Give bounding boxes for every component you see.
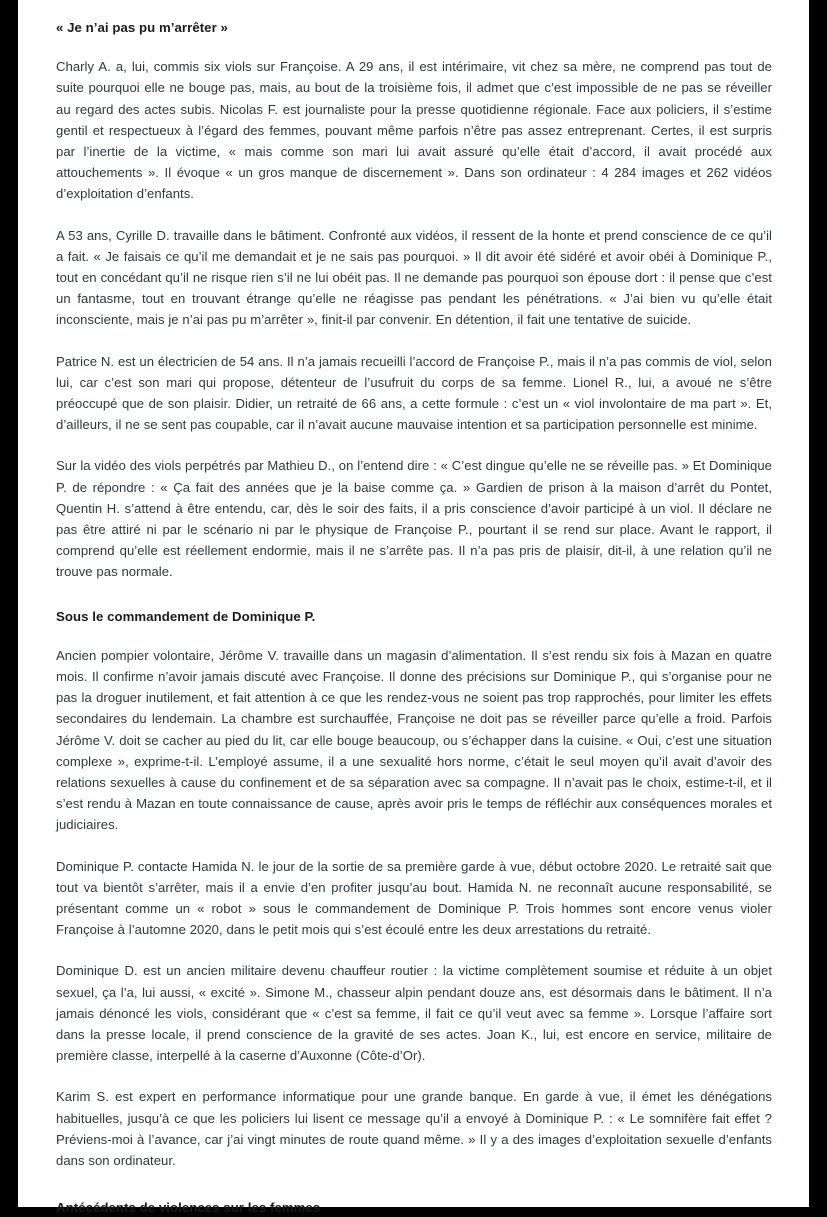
section-heading-je-nai-pas-pu-marreter: « Je n’ai pas pu m’arrêter »	[56, 20, 228, 35]
section-heading-sous-le-commandement: Sous le commandement de Dominique P.	[56, 608, 316, 624]
paragraph-cyrille: A 53 ans, Cyrille D. travaille dans le bâtiment. Confronté aux vidéos, il ressent de la honte et prend conscience de ce qu’il a fait. « Je faisais ce qu’il me demandait et je ne sais pas pourquoi. » Il dit avoir été sidéré et avoir obéi à Dominique P., tout en concédant qu’il ne risque rien s’il ne lui obéit pas. Il ne demande pas pourquoi son épouse dort : il pense que c’est un fantasme, tout en trouvant étrange qu’elle ne réagisse pas pendant les pénétrations. « J’ai bien vu qu’elle était inconsciente, mais je n’ai pas pu m’arrêter », finit-il par convenir. En détention, il fait une tentative de suicide.	[56, 227, 772, 328]
paragraph-dominique-d-simone-joan: Dominique D. est un ancien militaire devenu chauffeur routier : la victime complètement soumise et réduite à un objet sexuel, ça l’a, lui aussi, « excité ». Simone M., chasseur alpin pendant douze ans, est désormais dans le bâtiment. Il n’a jamais dénoncé les viols, considérant que « c’est sa femme, il fait ce qu’il veut avec sa femme ». Lorsque l’affaire sort dans la presse locale, il prend conscience de la gravité de ses actes. Joan K., lui, est encore en service, militaire de première classe, interpellé à la caserne d’Auxonne (Côte-d’Or).	[56, 963, 772, 1064]
paragraph-hamida: Dominique P. contacte Hamida N. le jour de la sortie de sa première garde à vue, début octobre 2020. Le retraité sait que tout va bientôt s’arrêter, mais il a envie d’en profiter jusqu’au bout. Hamida N. ne reconnaît aucune responsabilité, se présentant comme un « robot » sous le commandement de Dominique P. Trois hommes sont encore venus violer Françoise à l’automne 2020, dans le petit mois qui s’est écoulé entre les deux arrestations du retraité.	[56, 858, 772, 938]
paragraph-patrice-lionel-didier: Patrice N. est un électricien de 54 ans. Il n’a jamais recueilli l’accord de Françoise P., mais il n’a pas commis de viol, selon lui, car c’est son mari qui propose, détenteur de l’usufruit du corps de sa femme. Lionel R., lui, a avoué ne s’être préoccupé que de son plaisir. Didier, un retraité de 66 ans, a cette formule : c’est un « viol involontaire de ma part ». Et, d’ailleurs, il ne se sent pas coupable, car il n’avait aucune mauvaise intention et sa participation personnelle est minime.	[56, 353, 772, 433]
document-page	[18, 0, 809, 1216]
article-content	[18, 0, 809, 1217]
section-heading-antecedents-de-violences: Antécédents de violences sur les femmes	[56, 1200, 321, 1216]
paragraph-mathieu-quentin: Sur la vidéo des viols perpétrés par Mathieu D., on l’entend dire : « C’est dingue qu’elle ne se réveille pas. » Et Dominique P. de répondre : « Ça fait des années que je la baise comme ça. » Gardien de prison à la maison d’arrêt du Pontet, Quentin H. s’attend à être entendu, car, dès le soir des faits, il a pris conscience d’avoir participé à un viol. Il déclare ne pas être attiré ni par le scénario ni par le physique de Françoise P., pourtant il se rend sur place. Avant le rapport, il comprend qu’elle est réellement endormie, mais il ne s’arrête pas. Il n’a pas pris de plaisir, dit-il, à une relation qu’il ne trouve pas normale.	[56, 458, 772, 580]
paragraph-karim: Karim S. est expert en performance informatique pour une grande banque. En garde à vue, il émet les dénégations habituelles, jusqu’à ce que les policiers lui lisent ce message qu’il a envoyé à Dominique P. : « Le somnifère fait effet ? Préviens-moi à l’avance, car j’ai vingt minutes de route quand même. » Il y a des images d’exploitation sexuelle d’enfants dans son ordinateur.	[56, 1089, 772, 1169]
paragraph-charly-nicolas: Charly A. a, lui, commis six viols sur Françoise. A 29 ans, il est intérimaire, vit chez sa mère, ne comprend pas tout de suite pourquoi elle ne bouge pas, mais, au bout de la troisième fois, il admet que c’est impossible de ne pas se réveiller au regard des actes subis. Nicolas F. est journaliste pour la presse quotidienne régionale. Face aux policiers, il s’estime gentil et respectueux à l’égard des femmes, pouvant même parfois n’être pas assez entreprenant. Certes, il est surpris par l’inertie de la victime, « mais comme son mari lui avait assuré qu’elle était d’accord, il avait procédé aux attouchements ». Il évoque « un gros manque de discernement ». Dans son ordinateur : 4 284 images et 262 vidéos d’exploitation d’enfants.	[56, 59, 772, 202]
paragraph-jerome: Ancien pompier volontaire, Jérôme V. travaille dans un magasin d’alimentation. Il s’est rendu six fois à Mazan en quatre mois. Il confirme n’avoir jamais discuté avec Françoise. Il donne des précisions sur Dominique P., qui s’organise pour ne pas la droguer inutilement, et fait attention à ce que les rendez-vous ne soient pas trop rapprochés, pour limiter les effets secondaires du lendemain. La chambre est surchauffée, Françoise ne doit pas se réveiller parce qu’elle a froid. Parfois Jérôme V. doit se cacher au pied du lit, car elle bouge beaucoup, ou s’échapper dans la cuisine. « Oui, c’est une situation complexe », exprime-t-il. L’employé assume, il a une sexualité hors norme, c’était le seul moyen qu’il avait d’avoir des relations sexuelles à cause du confinement et de sa séparation avec sa compagne. Il n’avait pas le choix, estime-t-il, et il s’est rendu à Mazan en toute connaissance de cause, après avoir pris le temps de réfléchir aux conséquences morales et judiciaires.	[56, 647, 772, 833]
